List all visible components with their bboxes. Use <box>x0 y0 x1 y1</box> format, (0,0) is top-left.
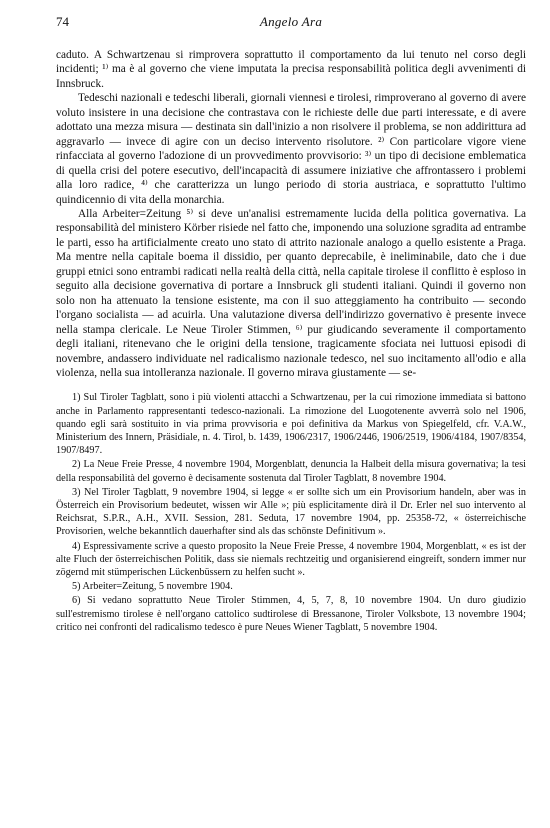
running-head: Angelo Ara <box>259 14 323 29</box>
footnote: 1) Sul Tiroler Tagblatt, sono i più violenti attacchi a Schwartzenau, per la cui rimozione immediata si battono anche in Parlamento rappresentanti tedesco-nazionali. La rimozione del Luogotenente avverrà solo nel 1906, quando egli sarà sostituito in via prima provvisoria e poi definitiva da Markus von Spiegelfeld, cfr. V.A.W., Ministerium des Innern, Präsidiale, n. 4. Tirol, b. 1439, 1906/2317, 1906/2446, 1906/2519, 1906/4184, 1907/8354, 1907/8497. <box>56 392 526 457</box>
paragraph: caduto. A Schwartzenau si rimprovera soprattutto il comportamento da lui tenuto nel corso degli incidenti; ¹⁾ ma è al governo che viene imputata la precisa responsabilità politica degli avvenimenti di Innsbruck. <box>56 49 526 90</box>
footnote: 5) Arbeiter=Zeitung, 5 novembre 1904. <box>72 581 233 593</box>
paragraph: Alla Arbeiter=Zeitung ⁵⁾ si deve un'analisi estremamente lucida della politica governativa. La responsabilità del ministero Körber risiede nel fatto che, imponendo una soluzione sgradita ad entrambe le parti, esso ha artificialmente creato uno stato di attrito nazionale analogo a quello esistente a Praga. Ma mentre nella capitale boema il dissidio, per quanto deprecabile, è ineliminabile, dato che i due gruppi etnici sono entrambi radicati nella realtà della città, nella capitale tirolese il conflitto è esploso in seguito alla decisione governativa di portare a Innsbruck gli studenti italiani. Quindi il governo non solo non ha attenuato la tensione esistente, ma con il suo atteggiamento ha contribuito — secondo l'organo socialista — ad acuirla. Una valutazione diversa dell'indirizzo governativo è presente invece nella stampa clericale. Le Neue Tiroler Stimmen, ⁶⁾ pur giudicando severamente il comportamento degli italiani, ritenevano che le origini della tensione, tragicamente sfociata nei luttuosi episodi di novembre, andassero individuate nel radicalismo nazionale tedesco, nel suo incitamento all'odio e alla violenza, nella sua intolleranza nazionale. Il governo mirava giustamente — se- <box>56 207 526 379</box>
book-page <box>56 14 526 635</box>
page-number: 74 <box>56 14 69 29</box>
footnotes <box>56 391 526 634</box>
footnote: 3) Nel Tiroler Tagblatt, 9 novembre 1904, si legge « er sollte sich um ein Provisorium handeln, aber was in Österreich ein Provisorium bedeutet, wissen wir Alle »; più esplicitamente dirà il Dr. Erler nel suo intervento al Reichsrat, S.P.R., A.H., XVII. Session, 281. Seduta, 17 novembre 1904, pp. 25358-72, « österreichische Provisorien, welche bekanntlich dauerhafter sind als das schönste Definitivum ». <box>56 486 526 538</box>
footnote: 4) Espressivamente scrive a questo proposito la Neue Freie Presse, 4 novembre 1904, Morgenblatt, « es ist der alte Fluch der österreichischen Politik, dass sie niemals rechtzeitig und organisierend eingreift, sondern immer nur zögernd mit stümperischen Lückenbüssern zu helfen sucht ». <box>56 540 526 579</box>
paragraph: Tedeschi nazionali e tedeschi liberali, giornali viennesi e tirolesi, rimproverano al governo di avere voluto insistere in una decisione che contrastava con le richieste delle due parti interessate, e di avere adottato una mezza misura — destinata sin dall'inizio a non risolvere il problema, se non addirittura ad aggravarlo — invece di agire con un deciso intervento risolutore. ²⁾ Con particolare vigore viene rinfacciata al governo l'adozione di un provvedimento provvisorio: ³⁾ un tipo di decisione emblematica di quella crisi del potere esecutivo, dell'incapacità di assumere iniziative che affrontassero i problemi alla loro radice, ⁴⁾ che caratterizza un lungo periodo di storia austriaca, e soprattutto l'ultimo quindicennio di vita della monarchia. <box>56 92 526 206</box>
footnote: 6) Si vedano soprattutto Neue Tiroler Stimmen, 4, 5, 7, 8, 10 novembre 1904. Un duro giudizio sull'estremismo tirolese è nell'organo cattolico sudtirolese di Bressanone, Tiroler Volksbote, 13 novembre 1904; critico nei confronti del radicalismo tedesco è pure Neues Wiener Tagblatt, 5 novembre 1904. <box>56 595 526 633</box>
main-text <box>56 48 526 380</box>
footnote: 2) La Neue Freie Presse, 4 novembre 1904, Morgenblatt, denuncia la Halbeit della misura governativa; la tesi della responsabilità del governo è decisamente sostenuta dal Tiroler Tagblatt, 8 novembre 1904. <box>56 459 526 484</box>
page-header <box>56 14 526 34</box>
